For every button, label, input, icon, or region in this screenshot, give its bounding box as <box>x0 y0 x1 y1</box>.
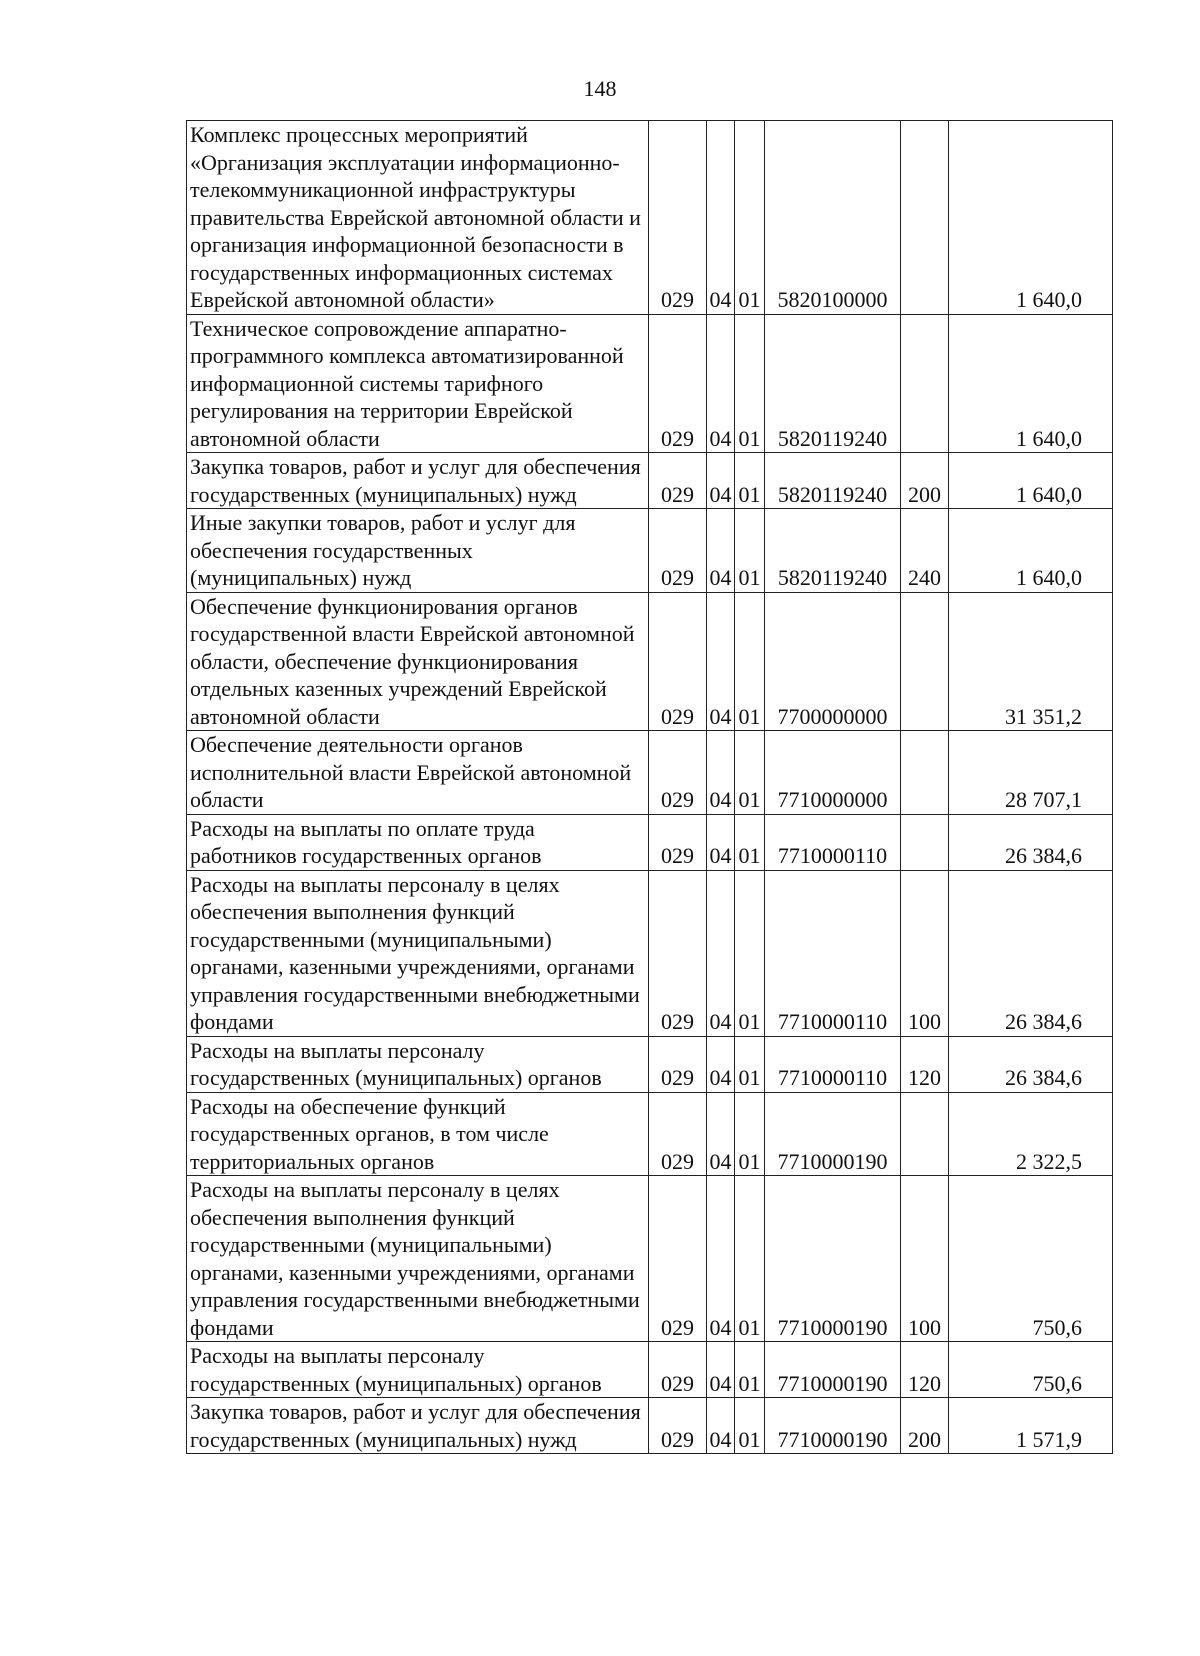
expense-type-cell: 100 <box>901 870 949 1036</box>
section-code-cell: 04 <box>707 453 735 509</box>
section-code-cell: 04 <box>707 1398 735 1454</box>
section-code-cell: 04 <box>707 1342 735 1398</box>
section-code-cell: 04 <box>707 870 735 1036</box>
target-article-cell: 7710000110 <box>765 870 901 1036</box>
amount-cell: 1 640,0 <box>949 121 1113 315</box>
table-row <box>187 1092 1113 1176</box>
amount-cell: 28 707,1 <box>949 731 1113 815</box>
amount-cell: 31 351,2 <box>949 592 1113 731</box>
amount-cell: 1 640,0 <box>949 314 1113 453</box>
expense-type-cell <box>901 592 949 731</box>
amount-cell: 26 384,6 <box>949 1036 1113 1092</box>
expense-type-cell: 240 <box>901 509 949 593</box>
subsection-code-cell: 01 <box>735 870 765 1036</box>
subsection-code-cell: 01 <box>735 1092 765 1176</box>
expense-type-cell <box>901 121 949 315</box>
table-row <box>187 121 1113 315</box>
table-row <box>187 870 1113 1036</box>
target-article-cell: 7700000000 <box>765 592 901 731</box>
amount-cell: 26 384,6 <box>949 814 1113 870</box>
row-name-cell: Расходы на выплаты персоналу государственных (муниципальных) органов <box>187 1036 649 1092</box>
row-name-cell: Обеспечение функционирования органов государственной власти Еврейской автономной области, обеспечение функционирования отдельных казенных учреждений Еврейской автономной области <box>187 592 649 731</box>
table-row <box>187 1398 1113 1454</box>
section-code-cell: 04 <box>707 121 735 315</box>
subsection-code-cell: 01 <box>735 1342 765 1398</box>
table-row <box>187 1176 1113 1342</box>
grbs-code-cell: 029 <box>649 1176 707 1342</box>
target-article-cell: 5820119240 <box>765 314 901 453</box>
grbs-code-cell: 029 <box>649 1398 707 1454</box>
section-code-cell: 04 <box>707 814 735 870</box>
grbs-code-cell: 029 <box>649 1092 707 1176</box>
grbs-code-cell: 029 <box>649 1036 707 1092</box>
target-article-cell: 5820119240 <box>765 453 901 509</box>
table-row <box>187 1036 1113 1092</box>
target-article-cell: 7710000000 <box>765 731 901 815</box>
grbs-code-cell: 029 <box>649 121 707 315</box>
row-name-cell: Комплекс процессных мероприятий «Организация эксплуатации информационно-телекоммуникационной инфраструктуры правительства Еврейской автономной области и организация информационной безопасности в государственных информационных системах Еврейской автономной области» <box>187 121 649 315</box>
table-row <box>187 592 1113 731</box>
amount-cell: 1 640,0 <box>949 453 1113 509</box>
table-row <box>187 814 1113 870</box>
grbs-code-cell: 029 <box>649 453 707 509</box>
amount-cell: 750,6 <box>949 1176 1113 1342</box>
expense-type-cell <box>901 814 949 870</box>
expense-type-cell: 200 <box>901 453 949 509</box>
amount-cell: 2 322,5 <box>949 1092 1113 1176</box>
row-name-cell: Техническое сопровождение аппаратно-программного комплекса автоматизированной информационной системы тарифного регулирования на территории Еврейской автономной области <box>187 314 649 453</box>
table-row <box>187 1342 1113 1398</box>
row-name-cell: Закупка товаров, работ и услуг для обеспечения государственных (муниципальных) нужд <box>187 453 649 509</box>
grbs-code-cell: 029 <box>649 814 707 870</box>
subsection-code-cell: 01 <box>735 1398 765 1454</box>
target-article-cell: 7710000190 <box>765 1342 901 1398</box>
row-name-cell: Расходы на выплаты персоналу государственных (муниципальных) органов <box>187 1342 649 1398</box>
subsection-code-cell: 01 <box>735 314 765 453</box>
target-article-cell: 5820100000 <box>765 121 901 315</box>
target-article-cell: 7710000190 <box>765 1398 901 1454</box>
expense-type-cell: 200 <box>901 1398 949 1454</box>
subsection-code-cell: 01 <box>735 731 765 815</box>
subsection-code-cell: 01 <box>735 1176 765 1342</box>
row-name-cell: Расходы на выплаты по оплате труда работников государственных органов <box>187 814 649 870</box>
table-row <box>187 509 1113 593</box>
target-article-cell: 7710000190 <box>765 1092 901 1176</box>
section-code-cell: 04 <box>707 314 735 453</box>
section-code-cell: 04 <box>707 731 735 815</box>
row-name-cell: Закупка товаров, работ и услуг для обеспечения государственных (муниципальных) нужд <box>187 1398 649 1454</box>
grbs-code-cell: 029 <box>649 592 707 731</box>
row-name-cell: Расходы на выплаты персоналу в целях обеспечения выполнения функций государственными (муниципальными) органами, казенными учреждениями, органами управления государственными внебюджетными фондами <box>187 870 649 1036</box>
page-number: 148 <box>583 76 617 101</box>
amount-cell: 26 384,6 <box>949 870 1113 1036</box>
table-row <box>187 453 1113 509</box>
grbs-code-cell: 029 <box>649 314 707 453</box>
amount-cell: 750,6 <box>949 1342 1113 1398</box>
section-code-cell: 04 <box>707 509 735 593</box>
subsection-code-cell: 01 <box>735 453 765 509</box>
subsection-code-cell: 01 <box>735 814 765 870</box>
expense-type-cell: 120 <box>901 1342 949 1398</box>
section-code-cell: 04 <box>707 1176 735 1342</box>
row-name-cell: Расходы на обеспечение функций государственных органов, в том числе территориальных органов <box>187 1092 649 1176</box>
row-name-cell: Расходы на выплаты персоналу в целях обеспечения выполнения функций государственными (муниципальными) органами, казенными учреждениями, органами управления государственными внебюджетными фондами <box>187 1176 649 1342</box>
grbs-code-cell: 029 <box>649 870 707 1036</box>
budget-table <box>186 120 1113 1454</box>
amount-cell: 1 571,9 <box>949 1398 1113 1454</box>
grbs-code-cell: 029 <box>649 731 707 815</box>
section-code-cell: 04 <box>707 592 735 731</box>
table-row <box>187 314 1113 453</box>
target-article-cell: 7710000190 <box>765 1176 901 1342</box>
grbs-code-cell: 029 <box>649 1342 707 1398</box>
subsection-code-cell: 01 <box>735 509 765 593</box>
expense-type-cell <box>901 1092 949 1176</box>
budget-table-body <box>187 121 1113 1454</box>
expense-type-cell: 100 <box>901 1176 949 1342</box>
expense-type-cell <box>901 731 949 815</box>
subsection-code-cell: 01 <box>735 121 765 315</box>
target-article-cell: 7710000110 <box>765 1036 901 1092</box>
subsection-code-cell: 01 <box>735 1036 765 1092</box>
row-name-cell: Иные закупки товаров, работ и услуг для обеспечения государственных (муниципальных) нужд <box>187 509 649 593</box>
section-code-cell: 04 <box>707 1092 735 1176</box>
amount-cell: 1 640,0 <box>949 509 1113 593</box>
expense-type-cell: 120 <box>901 1036 949 1092</box>
target-article-cell: 7710000110 <box>765 814 901 870</box>
row-name-cell: Обеспечение деятельности органов исполнительной власти Еврейской автономной области <box>187 731 649 815</box>
target-article-cell: 5820119240 <box>765 509 901 593</box>
grbs-code-cell: 029 <box>649 509 707 593</box>
table-row <box>187 731 1113 815</box>
subsection-code-cell: 01 <box>735 592 765 731</box>
section-code-cell: 04 <box>707 1036 735 1092</box>
expense-type-cell <box>901 314 949 453</box>
